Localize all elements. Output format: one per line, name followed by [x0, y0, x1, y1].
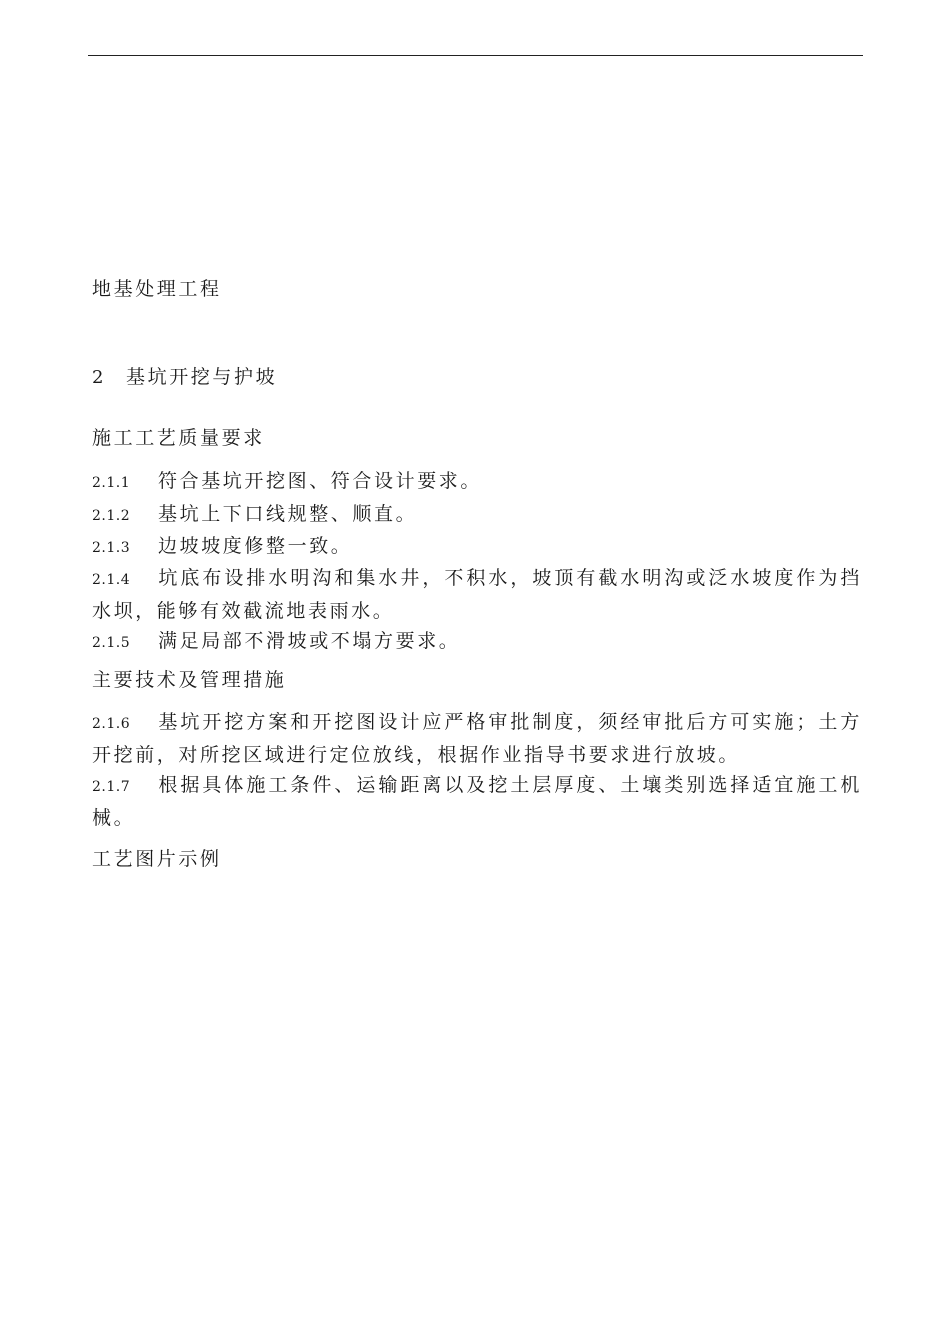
item-number: 2.1.2 [92, 508, 131, 524]
section-number: 2 [92, 367, 104, 388]
item-text: 基坑上下口线规整、顺直。 [158, 503, 418, 525]
list-item [92, 499, 862, 532]
section-title: 基坑开挖与护坡 [126, 366, 278, 388]
examples-heading: 工艺图片示例 [92, 848, 222, 870]
list-item [92, 563, 862, 627]
item-number: 2.1.6 [92, 716, 131, 732]
item-text: 满足局部不滑坡或不塌方要求。 [158, 630, 461, 652]
item-number: 2.1.7 [92, 779, 131, 795]
list-item [92, 626, 862, 659]
chapter-title: 地基处理工程 [92, 278, 222, 300]
item-text: 符合基坑开挖图、符合设计要求。 [158, 470, 483, 492]
item-number: 2.1.4 [92, 572, 131, 588]
item-text: 根据具体施工条件、运输距离以及挖土层厚度、土壤类别选择适宜施工机械。 [92, 774, 862, 829]
item-text: 基坑开挖方案和开挖图设计应严格审批制度，须经审批后方可实施；土方开挖前，对所挖区域进行定位放线，根据作业指导书要求进行放坡。 [92, 711, 862, 766]
section-heading [92, 364, 862, 391]
quality-heading: 施工工艺质量要求 [92, 427, 265, 449]
list-item [92, 770, 862, 834]
item-text: 坑底布设排水明沟和集水井，不积水，坡顶有截水明沟或泛水坡度作为挡水坝，能够有效截流地表雨水。 [92, 567, 862, 622]
item-number: 2.1.5 [92, 635, 131, 651]
item-number: 2.1.3 [92, 540, 131, 556]
item-number: 2.1.1 [92, 475, 131, 491]
list-item [92, 466, 862, 499]
item-text: 边坡坡度修整一致。 [158, 535, 353, 557]
list-item [92, 707, 862, 771]
header-rule [88, 55, 863, 56]
measures-heading: 主要技术及管理措施 [92, 669, 287, 691]
list-item [92, 531, 862, 564]
